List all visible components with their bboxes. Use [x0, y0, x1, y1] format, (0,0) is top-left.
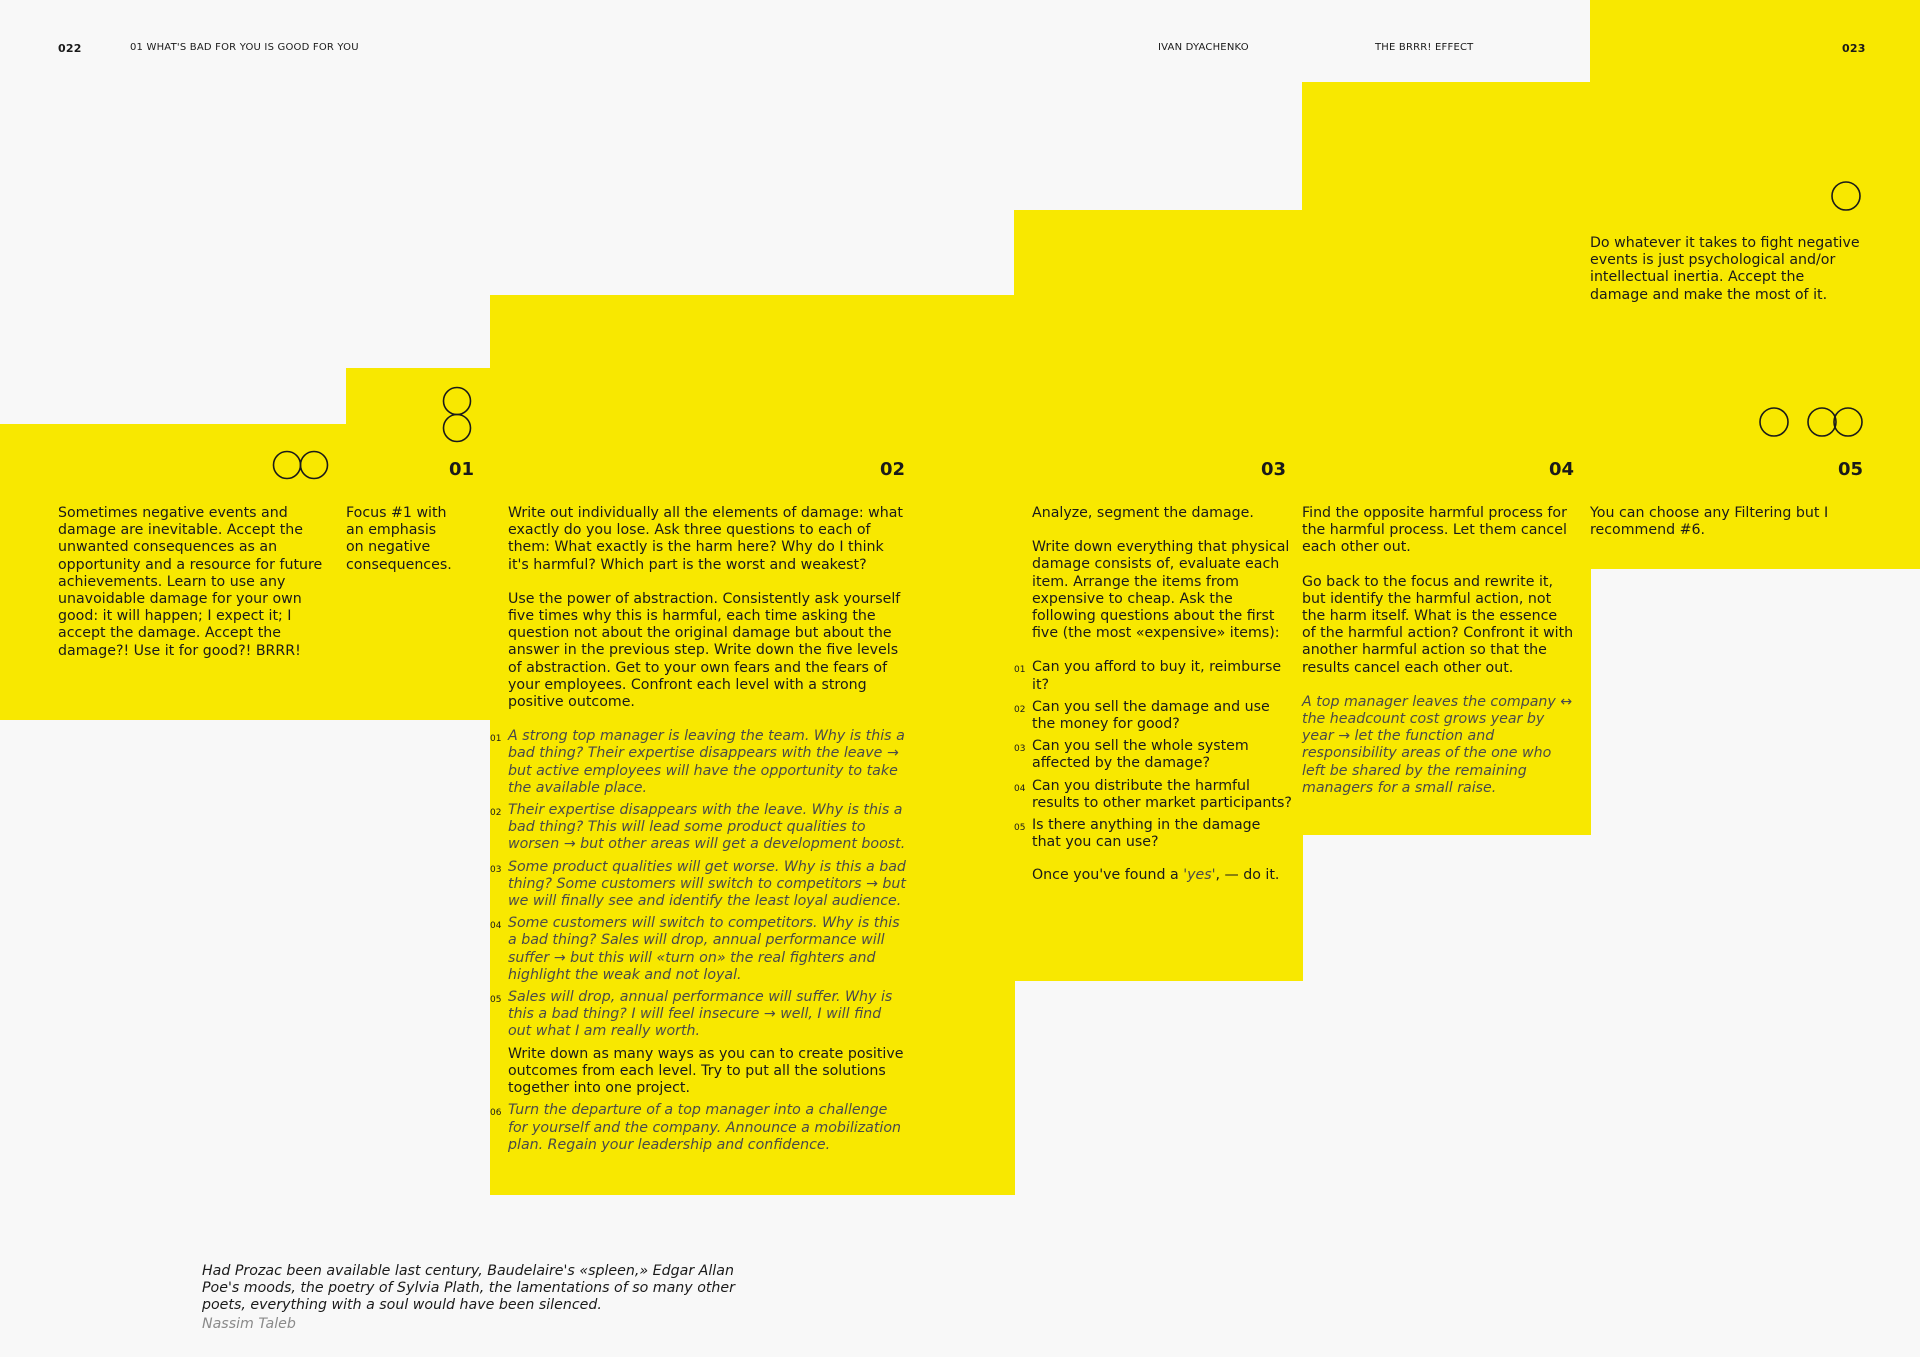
step-01-text: [346, 505, 451, 591]
step-02-text: [490, 505, 908, 1159]
quote-text: Had Prozac been available last century, Baudelaire's «spleen,» Edgar Allan Poe's moods, the poetry of Sylvia Plath, the lamentations of so many other poets, everything with a soul would have been silenced.: [202, 1263, 735, 1314]
step-number-05: 05: [1838, 459, 1864, 480]
step-05-paragraph: You can choose any Filtering but I recommend #6.: [1590, 505, 1829, 539]
example-item: 04 Some customers will switch to competitors. Why is this a bad thing? Sales will drop, annual performance will suffer → but this will «turn on» the real fighters and highlight the weak and not loyal.: [490, 915, 900, 983]
question-item: 04 Can you distribute the harmful results to other market participants?: [1014, 777, 1292, 811]
question-item: 01 Can you afford to buy it, reimburse it?: [1014, 659, 1282, 693]
page-number-right: 023: [1842, 42, 1866, 55]
step-02-paragraph-1: Write out individually all the elements of damage: what exactly do you lose. Ask three questions to each of them: What exactly is the harm here? Why do I think it's harmful? Which part is the worst and weakest?: [508, 505, 903, 573]
quote-author: Nassim Taleb: [202, 1316, 296, 1332]
step-04-example: A top manager leaves the company ↔ the headcount cost grows year by year → let the function and responsibility areas of the one who left be shared by the remaining managers for a small raise.: [1302, 693, 1573, 796]
step-01-paragraph: Focus #1 with an emphasis on negative consequences.: [346, 505, 452, 573]
question-item: 05 Is there anything in the damage that you can use?: [1014, 817, 1261, 851]
step-05-text: [1590, 505, 1862, 556]
figure-eight-icon: [441, 386, 473, 444]
step-05-top-note: Do whatever it takes to fight negative events is just psychological and/or intellectual inertia. Accept the damage and make the most of it.: [1590, 235, 1860, 303]
section-title: 01 WHAT'S BAD FOR YOU IS GOOD FOR YOU: [130, 42, 359, 53]
intro-text: [58, 505, 328, 677]
example-item: 03 Some product qualities will get worse. Why is this a bad thing? Some customers will switch to competitors → but we will finally see and identify the least loyal audience.: [490, 858, 906, 910]
infinity-icon: [272, 449, 330, 481]
example-item: 05 Sales will drop, annual performance will suffer. Why is this a bad thing? I will feel insecure → well, I will find out what I am really worth.: [490, 989, 893, 1040]
example-item: 02 Their expertise disappears with the leave. Why is this a bad thing? This will lead some product qualities to worsen → but other areas will get a development boost.: [490, 802, 906, 853]
step-03-closing: Once you've found a 'yes', — do it.: [1032, 867, 1280, 884]
step-04-paragraph-1: Find the opposite harmful process for the harmful process. Let them cancel each other out.: [1302, 505, 1567, 556]
circle-small-icon: [1758, 406, 1790, 438]
step-number-03: 03: [1261, 459, 1287, 480]
example-item: 01 A strong top manager is leaving the team. Why is this a bad thing? Their expertise disappears with the leave → but active employees will have the opportunity to take the available place.: [490, 728, 905, 796]
step-02-paragraph-2: Use the power of abstraction. Consistently ask yourself five times why this is harmful, each time asking the question not about the original damage but about the answer in the previous step. Write down the five levels of abstraction. Get to your own fears and the fears of your employees. Confront each level with a strong positive outcome.: [508, 590, 901, 711]
circle-icon: [1830, 180, 1862, 212]
step-04-paragraph-2: Go back to the focus and rewrite it, but identify the harmful action, not the harm itself. What is the essence of the harmful action? Confront it with another harmful action so that the results cancel each other out.: [1302, 573, 1574, 676]
question-item: 02 Can you sell the damage and use the money for good?: [1014, 698, 1270, 733]
step-02-closing: Write down as many ways as you can to create positive outcomes from each level. Try to put all the solutions together into one project.: [508, 1045, 904, 1097]
step-04-text: [1302, 505, 1574, 814]
author-name: IVAN DYACHENKO: [1158, 42, 1249, 53]
step-number-04: 04: [1549, 459, 1575, 480]
step-03-text: [1014, 505, 1292, 902]
example-item: 06 Turn the departure of a top manager into a challenge for yourself and the company. Announce a mobilization plan. Regain your leadership and confidence.: [490, 1102, 902, 1153]
double-circle-icon: [1806, 406, 1864, 438]
step-number-01: 01: [449, 459, 475, 480]
step-number-02: 02: [880, 459, 906, 480]
step-03-paragraph-2: Write down everything that physical damage consists of, evaluate each item. Arrange the items from expensive to cheap. Ask the following questions about the first five (the most «expensive» items):: [1032, 539, 1290, 642]
step-03-paragraph-1: Analyze, segment the damage.: [1032, 505, 1254, 521]
question-item: 03 Can you sell the whole system affected by the damage?: [1014, 738, 1249, 772]
book-title: THE BRRR! EFFECT: [1375, 42, 1474, 53]
intro-paragraph: Sometimes negative events and damage are inevitable. Accept the unwanted consequences as an opportunity and a resource for future achievements. Learn to use any unavoidable damage for your own good: it will happen; I expect it; I accept the damage. Accept the damage?! Use it for good?! BRRR!: [58, 505, 323, 659]
page-number-left: 022: [58, 42, 82, 55]
